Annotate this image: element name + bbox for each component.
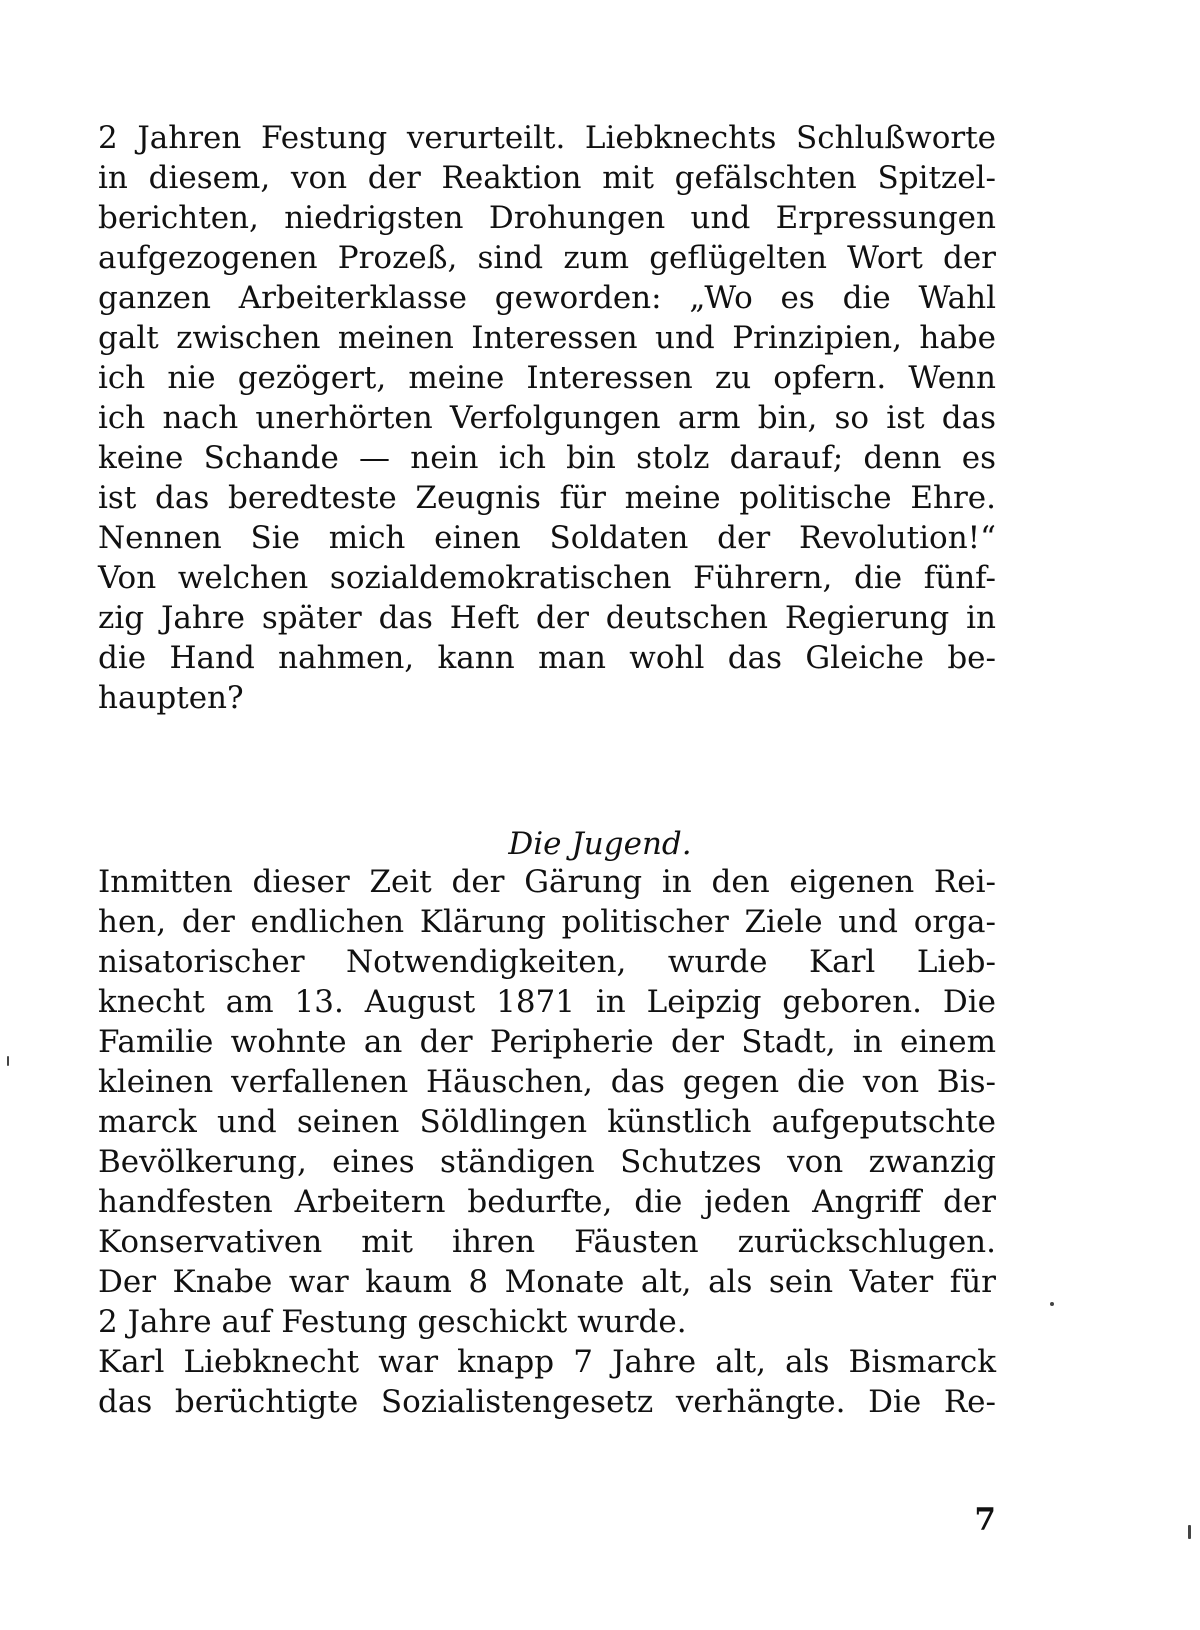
paragraph-1 (98, 118, 996, 718)
text-line: knecht am 13. August 1871 in Leipzig geboren. Die (98, 984, 996, 1020)
text-line: ist das beredteste Zeugnis für meine politische Ehre. (98, 480, 996, 516)
text-line: aufgezogenen Prozeß, sind zum geflügelten Wort der (98, 240, 996, 276)
page-number: 7 (974, 1502, 996, 1538)
text-line: Nennen Sie mich einen Soldaten der Revolution!“ (98, 520, 996, 556)
text-line: in diesem, von der Reaktion mit gefälschten Spitzel- (98, 160, 996, 196)
text-line: die Hand nahmen, kann man wohl das Gleiche be- (98, 640, 996, 676)
text-line: 2 Jahren Festung verurteilt. Liebknechts Schlußworte (98, 120, 996, 156)
text-line: keine Schande — nein ich bin stolz darauf; denn es (98, 440, 996, 476)
text-line: zig Jahre später das Heft der deutschen Regierung in (98, 600, 996, 636)
text-line: Familie wohnte an der Peripherie der Stadt, in einem (98, 1024, 996, 1060)
text-line: kleinen verfallenen Häuschen, das gegen die von Bis- (98, 1064, 996, 1100)
print-speck (1188, 1525, 1191, 1539)
text-line: marck und seinen Söldlingen künstlich aufgeputschte (98, 1104, 996, 1140)
print-speck (1050, 1302, 1054, 1306)
text-line: 2 Jahre auf Festung geschickt wurde. (98, 1304, 687, 1340)
text-line: galt zwischen meinen Interessen und Prinzipien, habe (98, 320, 996, 356)
text-line: ich nach unerhörten Verfolgungen arm bin, so ist das (98, 400, 996, 436)
paragraph-2 (98, 862, 996, 1342)
text-line: Konservativen mit ihren Fäusten zurückschlugen. (98, 1224, 996, 1260)
text-line: Inmitten dieser Zeit der Gärung in den eigenen Rei- (98, 864, 996, 900)
paragraph-3 (98, 1342, 996, 1422)
text-line: das berüchtigte Sozialistengesetz verhängte. Die Re- (98, 1384, 996, 1420)
section-heading: Die Jugend. (508, 826, 692, 862)
text-line: Karl Liebknecht war knapp 7 Jahre alt, als Bismarck (98, 1344, 996, 1380)
text-line: Der Knabe war kaum 8 Monate alt, als sein Vater für (98, 1264, 996, 1300)
text-line: berichten, niedrigsten Drohungen und Erpressungen (98, 200, 996, 236)
text-line: haupten? (98, 680, 244, 716)
text-line: ganzen Arbeiterklasse geworden: „Wo es die Wahl (98, 280, 996, 316)
text-line: Von welchen sozialdemokratischen Führern, die fünf- (98, 560, 996, 596)
text-line: Bevölkerung, eines ständigen Schutzes von zwanzig (98, 1144, 996, 1180)
text-line: ich nie gezögert, meine Interessen zu opfern. Wenn (98, 360, 996, 396)
print-speck (7, 1056, 9, 1066)
text-line: nisatorischer Notwendigkeiten, wurde Karl Lieb- (98, 944, 996, 980)
text-line: handfesten Arbeitern bedurfte, die jeden Angriff der (98, 1184, 996, 1220)
text-line: hen, der endlichen Klärung politischer Ziele und orga- (98, 904, 996, 940)
